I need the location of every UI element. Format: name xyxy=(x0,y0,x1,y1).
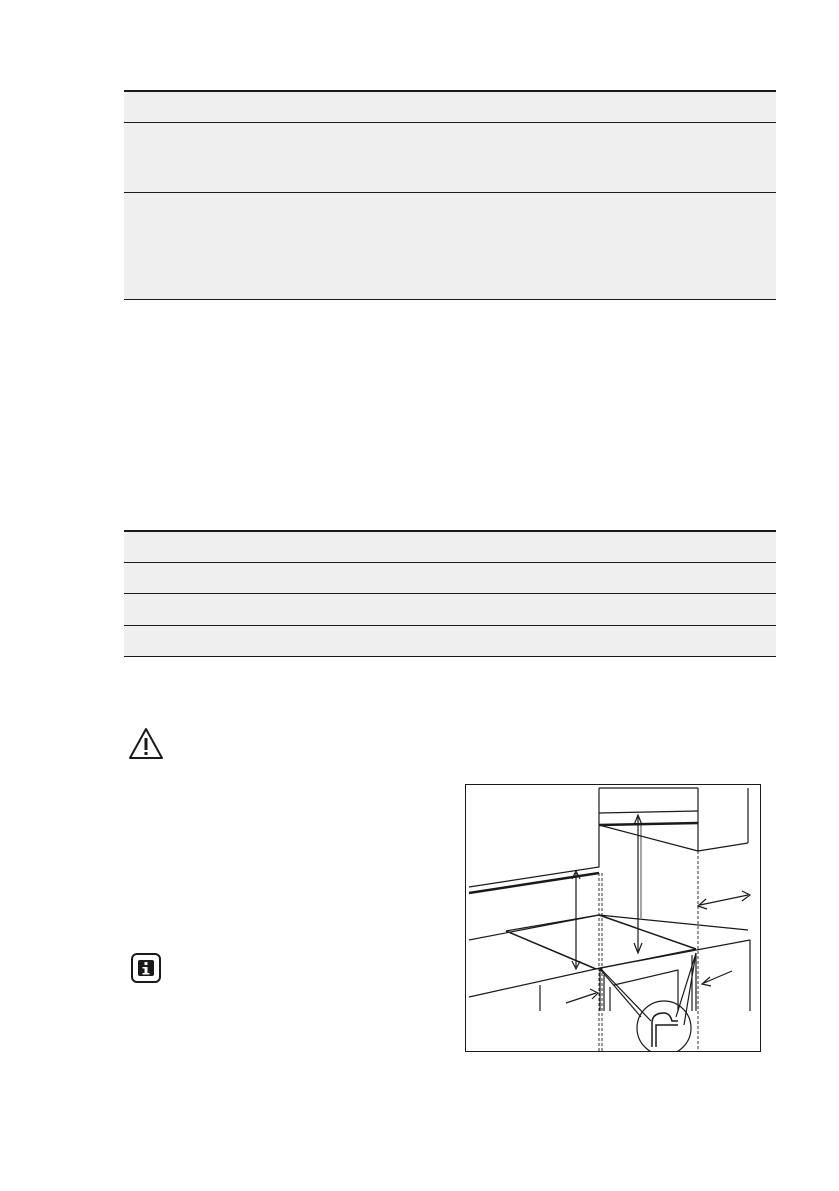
table-row xyxy=(124,563,776,593)
table-row xyxy=(124,626,776,656)
table-row xyxy=(124,123,776,192)
warning-triangle-icon xyxy=(127,726,165,762)
installation-diagram xyxy=(465,784,761,1052)
table-2 xyxy=(124,530,776,660)
installation-diagram-drawing xyxy=(466,785,761,1052)
table-header-row xyxy=(124,92,776,122)
table-row xyxy=(124,193,776,299)
table-bottom-rule xyxy=(124,656,776,657)
table-bottom-rule xyxy=(124,299,776,300)
table-1 xyxy=(124,90,776,301)
info-icon xyxy=(130,952,162,984)
table-header-row xyxy=(124,532,776,562)
table-row xyxy=(124,594,776,625)
